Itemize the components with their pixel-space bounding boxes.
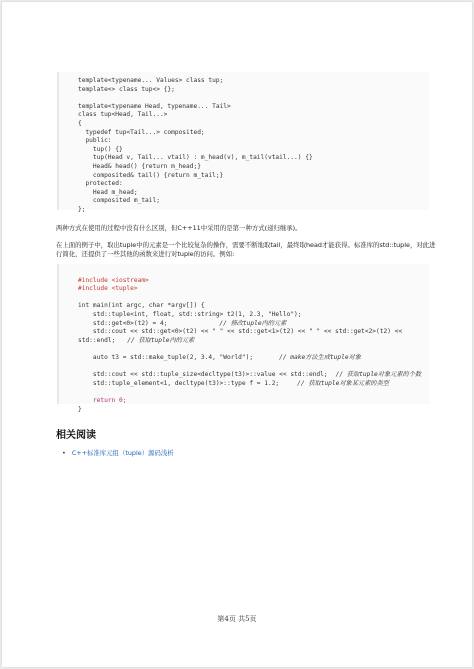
code-line: tup() {} (78, 145, 123, 153)
bullet-icon: • (62, 449, 66, 457)
code-line (78, 94, 313, 103)
code-line: typedef tup<Tail...> composited; (78, 128, 205, 136)
code-line: class tup<Head, Tail...> (78, 111, 168, 119)
related-link-item (62, 448, 174, 457)
code-line: public: (78, 137, 112, 145)
code-block-std-tuple-example (78, 268, 423, 431)
code-line: Head m_head; (78, 188, 138, 196)
document-page (2, 2, 472, 667)
code-line-tuple-ctor: std::tuple<int, float, std::string> t2(1, 2.3, "Hello"); (78, 310, 302, 318)
code-line-get-assign: std::get<0>(t2) = 4; // 修改tuple内的元素 (78, 319, 287, 327)
code-block-tuple-definition (78, 77, 313, 215)
code-line-make-tuple: auto t3 = std::make_tuple(2, 3.4, "World"); // make方法生成tuple对象 (78, 353, 361, 361)
paragraph-inheritance-note: 两种方式在使用的过程中没有什么区别，但C++11中采用的是第一种方式(递归继承)。 (56, 224, 302, 232)
code-line: { (78, 119, 82, 127)
code-line: template<typename... Values> class tup; (78, 77, 224, 84)
related-link[interactable]: C++标准库元组（tuple）源码浅析 (71, 449, 174, 457)
code-line-tuple-element: std::tuple_element<1, decltype(t3)>::type f = 1.2; // 获取tuple对象某元素的类型 (78, 379, 389, 387)
code-line: template<typename Head, typename... Tail> (78, 102, 231, 110)
code-line-include-tuple: #include <tuple> (78, 285, 138, 293)
page-number-footer: 第4页 共5页 (217, 615, 257, 623)
code-line-return: return 0; (78, 396, 127, 404)
paragraph-std-tuple-intro: 在上面的例子中，取出tuple中的元素是一个比较复杂的操作，需要不断地取tail，最终取head才能获得。标准库的std::tuple，对此进行简化，还提供了一些其他的函数来进行对tuple的访问。例如: (56, 241, 436, 258)
code-line-main: int main(int argc, char *argv[]) { (78, 302, 205, 310)
code-line: }; (78, 205, 86, 213)
code-line: template<> class tup<> {}; (78, 85, 175, 93)
code-line: composited m_tail; (78, 197, 160, 205)
related-reading-heading: 相关阅读 (56, 430, 96, 441)
code-line-tuple-size: std::cout << std::tuple_size<decltype(t3)>::value << std::endl; // 获取tuple对象元素的个数 (78, 371, 422, 379)
code-line-cout-get: std::cout << std::get<0>(t2) << " " << std::get<1>(t2) << " " << std::get<2>(t2) << std::endl; // 获取tuple内的元素 (78, 328, 406, 344)
code-line: tup(Head v, Tail... vtail) : m_head(v), m_tail(vtail...) {} (78, 154, 313, 162)
code-line: protected: (78, 180, 123, 188)
code-line-include-iostream: #include <iostream> (78, 276, 149, 284)
code-line: composited& tail() {return m_tail;} (78, 171, 224, 179)
code-line: Head& head() {return m_head;} (78, 162, 201, 170)
code-line-close-brace: } (78, 405, 82, 413)
